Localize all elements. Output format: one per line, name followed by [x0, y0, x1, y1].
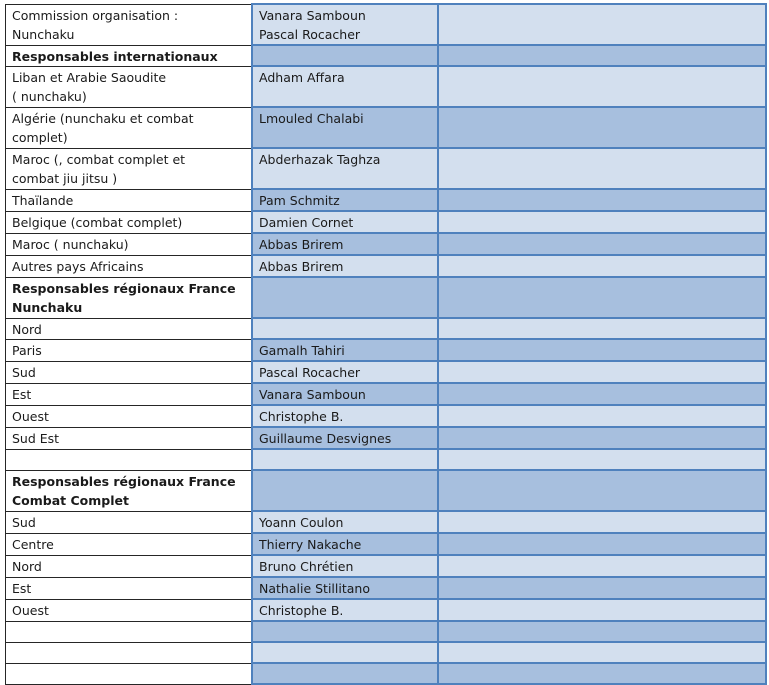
empty-cell [438, 533, 766, 555]
name-cell [252, 361, 438, 383]
name-cell [252, 277, 438, 318]
label-line: Paris [12, 342, 42, 358]
table-row [6, 255, 767, 277]
name-line: Nathalie Stillitano [259, 581, 370, 596]
label-cell [6, 383, 253, 405]
name-cell [252, 255, 438, 277]
name-cell [252, 405, 438, 427]
label-line: ( nunchaku) [12, 88, 87, 104]
empty-cell [438, 211, 766, 233]
label-line: Commission organisation : [12, 7, 179, 23]
empty-cell [438, 277, 766, 318]
label-line: Sud [12, 364, 36, 380]
name-line: Vanara Samboun [259, 387, 366, 402]
table-row [6, 4, 767, 45]
label-cell [6, 66, 253, 107]
label-cell [6, 233, 253, 255]
name-cell [252, 555, 438, 577]
name-line: Abbas Brirem [259, 237, 344, 252]
label-line: Nunchaku [12, 26, 75, 42]
name-cell [252, 427, 438, 449]
label-line: Nord [12, 558, 42, 574]
table-row [6, 449, 767, 470]
label-cell [6, 621, 253, 642]
label-line: Sud [12, 514, 36, 530]
table-row [6, 148, 767, 189]
name-cell [252, 339, 438, 361]
empty-cell [438, 361, 766, 383]
name-cell [252, 470, 438, 511]
empty-cell [438, 577, 766, 599]
label-cell [6, 4, 253, 45]
empty-cell [438, 233, 766, 255]
label-cell [6, 427, 253, 449]
name-cell [252, 211, 438, 233]
empty-cell [438, 599, 766, 621]
label-cell [6, 663, 253, 684]
label-line: Ouest [12, 602, 49, 618]
label-cell [6, 339, 253, 361]
empty-cell [438, 555, 766, 577]
name-line: Vanara Samboun [259, 8, 366, 23]
name-line: Damien Cornet [259, 215, 354, 230]
empty-cell [438, 107, 766, 148]
label-line: combat jiu jitsu ) [12, 170, 118, 186]
table-row [6, 427, 767, 449]
name-cell [252, 318, 438, 339]
label-line: Maroc ( nunchaku) [12, 236, 129, 252]
name-line: Abderhazak Taghza [259, 152, 381, 167]
table-row [6, 318, 767, 339]
label-line: Belgique (combat complet) [12, 214, 183, 230]
table-row [6, 663, 767, 684]
table-row [6, 642, 767, 663]
label-line: Autres pays Africains [12, 258, 144, 274]
table-row [6, 361, 767, 383]
label-cell [6, 255, 253, 277]
label-line: Nunchaku [12, 299, 83, 315]
name-cell [252, 383, 438, 405]
label-line: complet) [12, 129, 68, 145]
label-cell [6, 555, 253, 577]
table-row [6, 470, 767, 511]
label-cell [6, 511, 253, 533]
table-row [6, 66, 767, 107]
empty-cell [438, 189, 766, 211]
table-row [6, 555, 767, 577]
label-cell [6, 318, 253, 339]
name-cell [252, 642, 438, 663]
empty-cell [438, 511, 766, 533]
empty-cell [438, 318, 766, 339]
empty-cell [438, 449, 766, 470]
empty-cell [438, 383, 766, 405]
name-line: Bruno Chrétien [259, 559, 354, 574]
empty-cell [438, 427, 766, 449]
name-line: Adham Affara [259, 70, 345, 85]
label-line: Responsables régionaux France [12, 473, 236, 489]
name-line: Lmouled Chalabi [259, 111, 364, 126]
name-cell [252, 449, 438, 470]
table-row [6, 45, 767, 66]
table-row [6, 511, 767, 533]
label-line: Combat Complet [12, 492, 129, 508]
table-row [6, 339, 767, 361]
name-line: Abbas Brirem [259, 259, 344, 274]
label-line: Responsables internationaux [12, 48, 218, 64]
label-line: Centre [12, 536, 54, 552]
label-cell [6, 189, 253, 211]
label-line: Est [12, 386, 32, 402]
name-line: Guillaume Desvignes [259, 431, 392, 446]
table-row [6, 599, 767, 621]
label-line: Est [12, 580, 32, 596]
name-line: Pascal Rocacher [259, 365, 361, 380]
label-line: Thaïlande [12, 192, 74, 208]
name-line: Christophe B. [259, 409, 344, 424]
table-row [6, 189, 767, 211]
empty-cell [438, 339, 766, 361]
label-line: Ouest [12, 408, 49, 424]
table-row [6, 383, 767, 405]
table-row [6, 211, 767, 233]
name-line: Yoann Coulon [259, 515, 344, 530]
section-heading-cell [6, 45, 253, 66]
empty-cell [438, 470, 766, 511]
label-line: Algérie (nunchaku et combat [12, 110, 194, 126]
empty-cell [438, 148, 766, 189]
name-cell [252, 45, 438, 66]
name-line: Christophe B. [259, 603, 344, 618]
empty-cell [438, 66, 766, 107]
label-line: Nord [12, 321, 42, 337]
section-heading-cell [6, 470, 253, 511]
responsables-table-body [6, 4, 767, 684]
table-row [6, 277, 767, 318]
label-line: Maroc (, combat complet et [12, 151, 186, 167]
empty-cell [438, 4, 766, 45]
empty-cell [438, 405, 766, 427]
table-row [6, 577, 767, 599]
label-cell [6, 642, 253, 663]
empty-cell [438, 45, 766, 66]
label-line: Responsables régionaux France [12, 280, 236, 296]
name-line: Thierry Nakache [259, 537, 362, 552]
label-cell [6, 211, 253, 233]
name-cell [252, 189, 438, 211]
name-cell [252, 66, 438, 107]
name-line: Pam Schmitz [259, 193, 340, 208]
name-cell [252, 599, 438, 621]
table-row [6, 533, 767, 555]
name-line: Pascal Rocacher [259, 27, 361, 42]
label-cell [6, 449, 253, 470]
name-cell [252, 511, 438, 533]
empty-cell [438, 663, 766, 684]
name-cell [252, 621, 438, 642]
name-cell [252, 577, 438, 599]
label-cell [6, 533, 253, 555]
label-line: Liban et Arabie Saoudite [12, 69, 167, 85]
name-cell [252, 148, 438, 189]
label-cell [6, 599, 253, 621]
empty-cell [438, 642, 766, 663]
table-row [6, 621, 767, 642]
label-cell [6, 405, 253, 427]
empty-cell [438, 255, 766, 277]
label-cell [6, 107, 253, 148]
responsables-table [5, 3, 767, 685]
name-cell [252, 663, 438, 684]
name-cell [252, 4, 438, 45]
name-cell [252, 233, 438, 255]
label-line: Sud Est [12, 430, 60, 446]
section-heading-cell [6, 277, 253, 318]
label-cell [6, 361, 253, 383]
table-row [6, 233, 767, 255]
name-line: Gamalh Tahiri [259, 343, 345, 358]
label-cell [6, 148, 253, 189]
empty-cell [438, 621, 766, 642]
name-cell [252, 533, 438, 555]
label-cell [6, 577, 253, 599]
table-row [6, 405, 767, 427]
name-cell [252, 107, 438, 148]
table-row [6, 107, 767, 148]
